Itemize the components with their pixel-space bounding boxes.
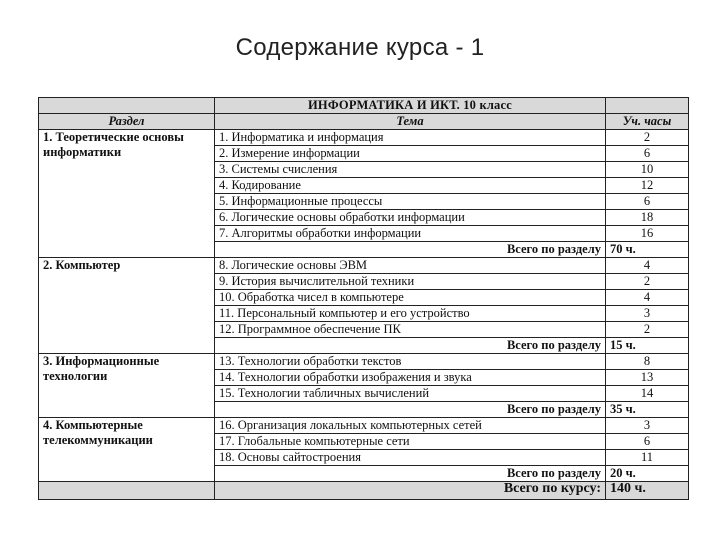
column-header-row <box>39 114 689 130</box>
topic-hours: 3 <box>606 306 689 322</box>
topic-title: 13. Технологии обработки текстов <box>215 354 606 370</box>
topic-hours: 10 <box>606 162 689 178</box>
header-hours: Уч. часы <box>606 114 689 130</box>
topic-hours: 2 <box>606 322 689 338</box>
topic-row <box>39 258 689 274</box>
topic-title: 4. Кодирование <box>215 178 606 194</box>
topic-title: 17. Глобальные компьютерные сети <box>215 434 606 450</box>
topic-hours: 12 <box>606 178 689 194</box>
grand-total-value: 140 ч. <box>606 482 689 500</box>
grand-total-label: Всего по курсу: <box>215 482 606 500</box>
course-header-blank <box>39 98 215 114</box>
topic-title: 3. Системы счисления <box>215 162 606 178</box>
topic-title: 1. Информатика и информация <box>215 130 606 146</box>
course-header-blank-right <box>606 98 689 114</box>
topic-hours: 6 <box>606 434 689 450</box>
topic-hours: 16 <box>606 226 689 242</box>
topic-hours: 2 <box>606 274 689 290</box>
section-name: 3. Информационные технологии <box>39 354 215 418</box>
course-title: ИНФОРМАТИКА И ИКТ. 10 класс <box>215 98 606 114</box>
topic-row <box>39 418 689 434</box>
section-total-label: Всего по разделу <box>215 242 606 258</box>
topic-hours: 6 <box>606 146 689 162</box>
topic-title: 15. Технологии табличных вычислений <box>215 386 606 402</box>
topic-title: 18. Основы сайтостроения <box>215 450 606 466</box>
topic-title: 8. Логические основы ЭВМ <box>215 258 606 274</box>
section-name: 2. Компьютер <box>39 258 215 354</box>
topic-hours: 4 <box>606 290 689 306</box>
header-topic: Тема <box>215 114 606 130</box>
topic-title: 10. Обработка чисел в компьютере <box>215 290 606 306</box>
slide-title: Содержание курса - 1 <box>235 34 485 61</box>
topic-hours: 13 <box>606 370 689 386</box>
section-total-value: 20 ч. <box>606 466 689 482</box>
section-total-label: Всего по разделу <box>215 338 606 354</box>
topic-hours: 6 <box>606 194 689 210</box>
section-total-value: 15 ч. <box>606 338 689 354</box>
topic-title: 5. Информационные процессы <box>215 194 606 210</box>
topic-hours: 11 <box>606 450 689 466</box>
topic-title: 7. Алгоритмы обработки информации <box>215 226 606 242</box>
topic-hours: 3 <box>606 418 689 434</box>
topic-hours: 8 <box>606 354 689 370</box>
topic-hours: 14 <box>606 386 689 402</box>
topic-hours: 2 <box>606 130 689 146</box>
topic-title: 11. Персональный компьютер и его устройство <box>215 306 606 322</box>
section-name: 4. Компьютерные телекоммуникации <box>39 418 215 482</box>
topic-title: 16. Организация локальных компьютерных сетей <box>215 418 606 434</box>
grand-total-row <box>39 482 689 500</box>
topic-title: 6. Логические основы обработки информации <box>215 210 606 226</box>
topic-title: 14. Технологии обработки изображения и звука <box>215 370 606 386</box>
header-section: Раздел <box>39 114 215 130</box>
grand-total-blank <box>39 482 215 500</box>
section-total-value: 70 ч. <box>606 242 689 258</box>
topic-hours: 18 <box>606 210 689 226</box>
section-name: 1. Теоретические основы информатики <box>39 130 215 258</box>
topic-row <box>39 130 689 146</box>
course-table-wrapper <box>38 97 688 500</box>
topic-row <box>39 354 689 370</box>
section-total-label: Всего по разделу <box>215 402 606 418</box>
course-header-row <box>39 98 689 114</box>
topic-title: 9. История вычислительной техники <box>215 274 606 290</box>
topic-title: 2. Измерение информации <box>215 146 606 162</box>
topic-hours: 4 <box>606 258 689 274</box>
section-total-value: 35 ч. <box>606 402 689 418</box>
section-total-label: Всего по разделу <box>215 466 606 482</box>
course-table <box>38 97 689 500</box>
topic-title: 12. Программное обеспечение ПК <box>215 322 606 338</box>
